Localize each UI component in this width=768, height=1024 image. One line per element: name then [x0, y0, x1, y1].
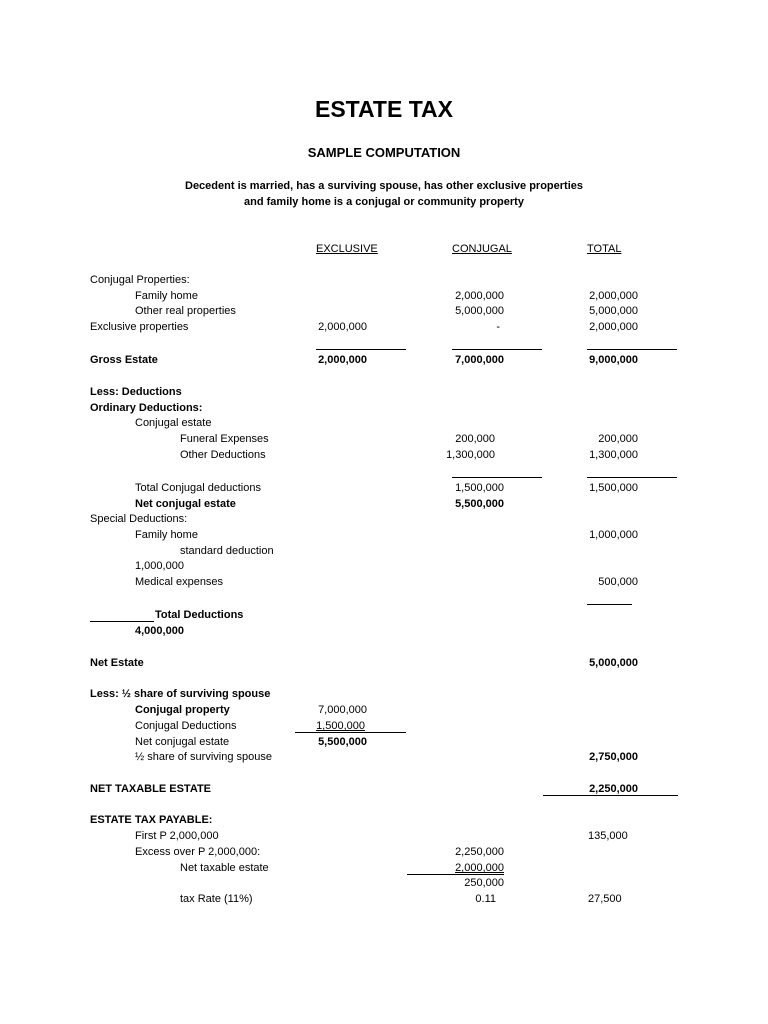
rule-deductions-total [587, 477, 677, 478]
net-conjugal-estate-conjugal: 5,500,000 [455, 498, 504, 510]
net-estate-label: Net Estate [90, 657, 144, 669]
spouse-share-label: Less: ½ share of surviving spouse [90, 688, 271, 700]
col-header-exclusive: EXCLUSIVE [316, 243, 378, 255]
gross-estate-total: 9,000,000 [589, 354, 638, 366]
tax-rate-label: tax Rate (11%) [180, 893, 253, 905]
total-deductions-value: 4,000,000 [135, 625, 184, 637]
funeral-conjugal: 200,000 [455, 433, 495, 445]
gross-estate-label: Gross Estate [90, 354, 158, 366]
spouse-net-conjugal-label: Net conjugal estate [135, 736, 230, 748]
special-family-home-total: 1,000,000 [589, 529, 638, 541]
rule-conjugal-deductions [295, 732, 406, 733]
tax-rate-value: 0.11 [475, 893, 496, 905]
total-conjugal-deductions-total: 1,500,000 [589, 482, 638, 494]
medical-expenses-label: Medical expenses [135, 576, 224, 588]
exclusive-properties-total: 2,000,000 [589, 321, 638, 333]
other-real-conjugal: 5,000,000 [455, 305, 504, 317]
conjugal-property-label: Conjugal property [135, 704, 230, 716]
gross-estate-exclusive: 2,000,000 [318, 354, 367, 366]
excess-label: Excess over P 2,000,000: [135, 846, 261, 858]
half-share-total: 2,750,000 [589, 751, 638, 763]
funeral-label: Funeral Expenses [180, 433, 269, 445]
funeral-total: 200,000 [598, 433, 638, 445]
standard-deduction-label: standard deduction [180, 545, 274, 557]
net-estate-total: 5,000,000 [589, 657, 638, 669]
conjugal-property-value: 7,000,000 [318, 704, 367, 716]
rule-exclusive [316, 349, 406, 350]
exclusive-properties-exclusive: 2,000,000 [318, 321, 367, 333]
special-deductions-label: Special Deductions: [90, 513, 188, 525]
excess-value: 2,250,000 [455, 846, 504, 858]
net-taxable-estate-total: 2,250,000 [589, 783, 638, 795]
net-taxable-estate-label: NET TAXABLE ESTATE [90, 783, 211, 795]
standard-deduction-value: 1,000,000 [135, 560, 184, 572]
gross-estate-conjugal: 7,000,000 [455, 354, 504, 366]
rule-medical [587, 604, 632, 605]
rule-total [587, 349, 677, 350]
exclusive-properties-label: Exclusive properties [90, 321, 189, 333]
other-real-label: Other real properties [135, 305, 236, 317]
conjugal-deductions-label: Conjugal Deductions [135, 720, 237, 732]
special-family-home-label: Family home [135, 529, 198, 541]
first-bracket-total: 135,000 [588, 830, 628, 842]
other-deductions-conjugal: 1,300,000 [446, 449, 495, 461]
family-home-label: Family home [135, 290, 198, 302]
other-real-total: 5,000,000 [589, 305, 638, 317]
total-deductions-label: Total Deductions [155, 609, 244, 621]
col-header-conjugal: CONJUGAL [452, 243, 512, 255]
conjugal-deductions-value: 1,500,000 [316, 720, 365, 732]
exclusive-properties-conjugal: - [496, 321, 500, 333]
rule-total-deductions [90, 621, 154, 622]
rule-net-taxable [543, 795, 678, 796]
rule-deductions-conjugal [452, 477, 542, 478]
other-deductions-label: Other Deductions [180, 449, 266, 461]
less-deductions-label: Less: Deductions [90, 386, 182, 398]
excess-difference: 250,000 [464, 877, 504, 889]
total-conjugal-deductions-label: Total Conjugal deductions [135, 482, 261, 494]
net-taxable-sub-value: 2,000,000 [455, 862, 504, 874]
description-line-2: and family home is a conjugal or community property [244, 196, 524, 208]
family-home-total: 2,000,000 [589, 290, 638, 302]
net-taxable-sub-label: Net taxable estate [180, 862, 269, 874]
rule-net-taxable-sub [407, 874, 504, 875]
spouse-net-conjugal-value: 5,500,000 [318, 736, 367, 748]
half-share-label: ½ share of surviving spouse [135, 751, 272, 763]
ordinary-deductions-label: Ordinary Deductions: [90, 402, 203, 414]
medical-expenses-total: 500,000 [598, 576, 638, 588]
page-subtitle: SAMPLE COMPUTATION [307, 145, 461, 160]
conjugal-estate-label: Conjugal estate [135, 417, 212, 429]
family-home-conjugal: 2,000,000 [455, 290, 504, 302]
first-bracket-label: First P 2,000,000 [135, 830, 219, 842]
other-deductions-total: 1,300,000 [589, 449, 638, 461]
conjugal-properties-label: Conjugal Properties: [90, 274, 190, 286]
net-conjugal-estate-label: Net conjugal estate [135, 498, 236, 510]
col-header-total: TOTAL [587, 243, 622, 255]
rule-conjugal [452, 349, 542, 350]
total-conjugal-deductions-conjugal: 1,500,000 [455, 482, 504, 494]
description-line-1: Decedent is married, has a surviving spouse, has other exclusive properties [185, 180, 583, 192]
page-title: ESTATE TAX [315, 96, 453, 122]
tax-payable-label: ESTATE TAX PAYABLE: [90, 814, 213, 826]
tax-rate-total: 27,500 [588, 893, 622, 905]
